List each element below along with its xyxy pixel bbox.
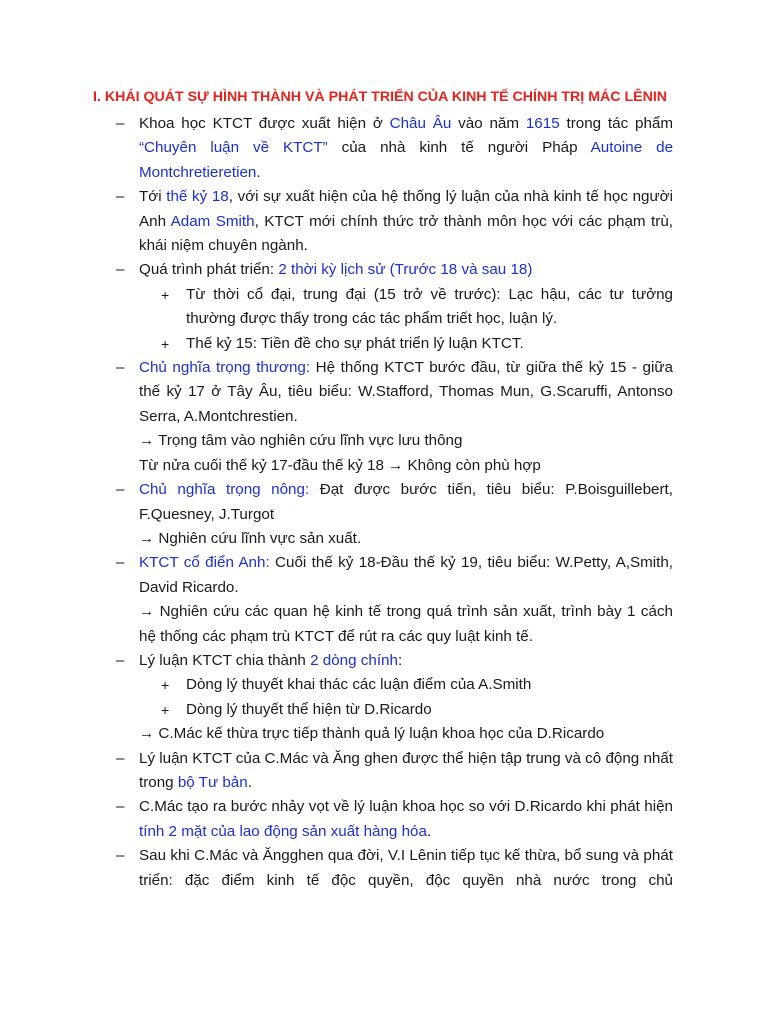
plus-bullet: + (161, 286, 170, 303)
sub-item-text: Thế kỷ 15: Tiền đề cho sự phát triển lý luận KTCT. (186, 334, 524, 352)
list-item (0, 795, 768, 844)
item-text: Khoa học KTCT được xuất hiện ở Châu Âu vào năm 1615 trong tác phẩm “Chuyên luận về KTCT” của nhà kinh tế người Pháp Autoine de Montchretieretien. (139, 115, 674, 181)
dash-bullet: – (116, 261, 125, 279)
sub-item-text: Dòng lý thuyết khai thác các luận điểm của A.Smith (186, 676, 532, 694)
conclusion-line: → Nghiên cứu các quan hệ kinh tế trong quá trình sản xuất, trình bày 1 cách hệ thống các phạm trù KTCT để rút ra các quy luật kinh tế. (139, 603, 673, 645)
sub-item-text: Từ thời cổ đại, trung đại (15 trở về trước): Lạc hậu, các tư tưởng thường được thấy trong các tác phẩm triết học, luận lý. (186, 285, 673, 328)
item-text: KTCT cổ điển Anh: Cuối thế kỷ 18-Đầu thế kỷ 19, tiêu biểu: W.Petty, A,Smith, David Ricardo. (139, 554, 673, 596)
item-text: Quá trình phát triển: 2 thời kỳ lịch sử (Trước 18 và sau 18) (139, 261, 533, 279)
item-text: C.Mác tạo ra bước nhảy vọt về lý luận khoa học so với D.Ricardo khi phát hiện tính 2 mặt của lao động sản xuất hàng hóa. (139, 798, 673, 840)
item-text: Lý luận KTCT chia thành 2 dòng chính: (139, 651, 403, 669)
plus-bullet: + (161, 701, 170, 718)
dash-bullet: – (116, 798, 125, 816)
list-item (0, 551, 768, 649)
list-item (0, 649, 768, 747)
dash-bullet: – (116, 359, 125, 377)
conclusion-line: → Nghiên cứu lĩnh vực sản xuất. (139, 529, 362, 547)
plus-bullet: + (161, 335, 170, 352)
item-text: Chủ nghĩa trọng nông: Đạt được bước tiến, tiêu biểu: P.Boisguillebert, F.Quesney, J.Turgot (139, 481, 674, 523)
list-item (0, 844, 768, 917)
dash-bullet: – (116, 554, 125, 572)
item-text: Chủ nghĩa trọng thương: Hệ thống KTCT bước đầu, từ giữa thế kỷ 15 - giữa thế kỷ 17 ở Tây Âu, tiêu biểu: W.Stafford, Thomas Mun, G.Scaruffi, Antonso Serra, A.Montchrestien. (139, 359, 673, 425)
list-item (0, 478, 768, 551)
conclusion-line: Từ nửa cuối thế kỷ 17-đầu thế kỷ 18 → Không còn phù hợp (139, 456, 541, 474)
item-text: Sau khi C.Mác và Ăngghen qua đời, V.I Lênin tiếp tục kế thừa, bổ sung và phát triển: đặc điểm kinh tế độc quyền, độc quyền nhà nước trong chủ (139, 847, 673, 889)
list-item (0, 356, 768, 478)
sub-item (0, 698, 768, 722)
section-title: I. KHÁI QUÁT SỰ HÌNH THÀNH VÀ PHÁT TRIỂN CỦA KINH TẾ CHÍNH TRỊ MÁC LÊNIN (93, 89, 668, 105)
item-text: Lý luận KTCT của C.Mác và Ăng ghen được thể hiện tập trung và cô động nhất trong bộ Tư bản. (139, 749, 674, 791)
sub-item (0, 332, 768, 356)
list-item (0, 258, 768, 356)
conclusion-line: → Trọng tâm vào nghiên cứu lĩnh vực lưu thông (139, 432, 463, 450)
list-item (0, 747, 768, 796)
sub-item (0, 283, 768, 332)
dash-bullet: – (116, 481, 125, 499)
dash-bullet: – (116, 188, 125, 206)
dash-bullet: – (116, 847, 125, 865)
sub-item (0, 673, 768, 697)
dash-bullet: – (116, 749, 125, 767)
dash-bullet: – (116, 115, 125, 132)
conclusion-line: → C.Mác kế thừa trực tiếp thành quả lý luận khoa học của D.Ricardo (139, 725, 605, 743)
plus-bullet: + (161, 677, 170, 694)
list-item (0, 112, 768, 185)
content-list (0, 112, 768, 917)
item-text: Tới thế kỷ 18, với sự xuất hiện của hệ thống lý luận của nhà kinh tế học người Anh Adam Smith, KTCT mới chính thức trở thành môn học với các phạm trù, khái niệm chuyên ngành. (139, 188, 673, 255)
dash-bullet: – (116, 651, 125, 669)
sub-item-text: Dòng lý thuyết thể hiện từ D.Ricardo (186, 700, 432, 718)
list-item (0, 185, 768, 258)
